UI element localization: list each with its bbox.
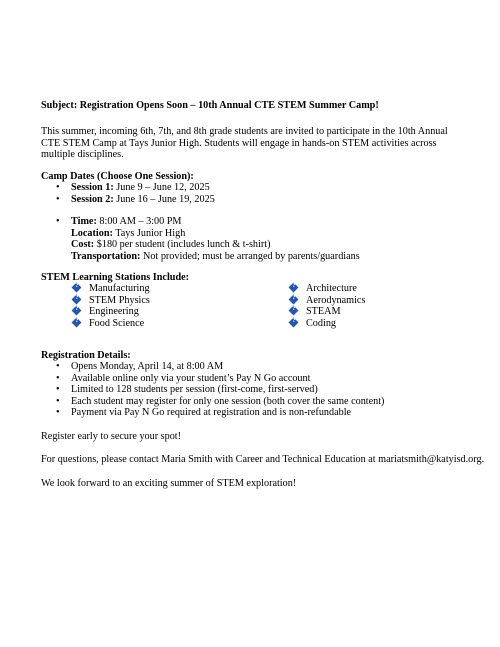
station-item <box>288 295 365 307</box>
session-label: Session 1: <box>71 182 114 193</box>
registration-item: • Payment via Pay N Go required at registration and is non-refundable <box>56 407 384 419</box>
station-label: Aerodynamics <box>306 294 366 306</box>
station-label: Food Science <box>89 317 145 329</box>
session-item <box>56 194 215 206</box>
diamond-bullet-icon <box>72 306 82 316</box>
station-label: Manufacturing <box>89 283 150 294</box>
station-label: Engineering <box>89 306 139 318</box>
station-item <box>71 318 150 330</box>
station-item <box>288 318 365 330</box>
registration-item: • Limited to 128 students per session (first-come, first-served) <box>56 384 384 396</box>
intro-paragraph: This summer, incoming 6th, 7th, and 8th grade students are invited to participate in the 10th Annual CTE STEM Camp at Tays Junior High. Students will engage in hands-on STEM activities across multiple disciplines. <box>41 126 448 161</box>
registration-item: • Each student may register for only one session (both cover the same content) <box>56 396 384 408</box>
registration-item: • Available online only via your student’s Pay N Go account <box>56 373 384 385</box>
time-label: Time: <box>71 216 97 227</box>
closing-text: We look forward to an exciting summer of STEM exploration! <box>41 478 297 489</box>
diamond-bullet-icon <box>72 283 82 293</box>
diamond-bullet-icon <box>289 283 299 293</box>
cost-label: Cost: <box>71 239 95 251</box>
session-label: Session 2: <box>71 193 114 205</box>
diamond-bullet-icon <box>289 317 299 327</box>
station-item <box>288 306 365 318</box>
station-item <box>71 295 150 307</box>
camp-details-list <box>56 216 360 262</box>
registration-item: • Opens Monday, April 14, at 8:00 AM <box>56 361 384 373</box>
location-label: Location: <box>71 227 113 239</box>
station-label: STEAM <box>306 306 341 318</box>
session-value: June 9 – June 12, 2025 <box>113 182 210 193</box>
transportation-value: Not provided; must be arranged by parents/guardians <box>140 250 360 262</box>
sessions-list <box>56 182 215 205</box>
diamond-bullet-icon <box>72 317 82 327</box>
camp-detail-item <box>56 216 360 262</box>
stem-stations-heading: STEM Learning Stations Include: <box>41 272 190 283</box>
email-subject: Subject: Registration Opens Soon – 10th Annual CTE STEM Summer Camp! <box>41 100 379 111</box>
time-value: 8:00 AM – 3:00 PM <box>96 216 182 227</box>
station-label: Architecture <box>306 283 357 294</box>
session-value: June 16 – June 19, 2025 <box>113 193 215 205</box>
register-early-text: Register early to secure your spot! <box>41 431 182 442</box>
station-item <box>71 283 150 295</box>
location-value: Tays Junior High <box>112 227 186 239</box>
contact-text: For questions, please contact Maria Smith with Career and Technical Education at mariatsmith@katyisd.org. <box>41 454 485 465</box>
stations-right-column <box>288 283 365 329</box>
diamond-bullet-icon <box>289 294 299 304</box>
transportation-label: Transportation: <box>71 250 141 262</box>
camp-dates-heading: Camp Dates (Choose One Session): <box>41 171 194 182</box>
station-label: STEM Physics <box>89 294 150 306</box>
cost-value: $180 per student (includes lunch & t-shirt) <box>94 239 271 251</box>
diamond-bullet-icon <box>289 306 299 316</box>
registration-list <box>56 361 384 419</box>
station-label: Coding <box>306 317 337 329</box>
registration-heading: Registration Details: <box>41 350 131 361</box>
station-item <box>288 283 365 295</box>
stations-left-column <box>71 283 150 329</box>
session-item <box>56 182 215 194</box>
station-item <box>71 306 150 318</box>
diamond-bullet-icon <box>72 294 82 304</box>
